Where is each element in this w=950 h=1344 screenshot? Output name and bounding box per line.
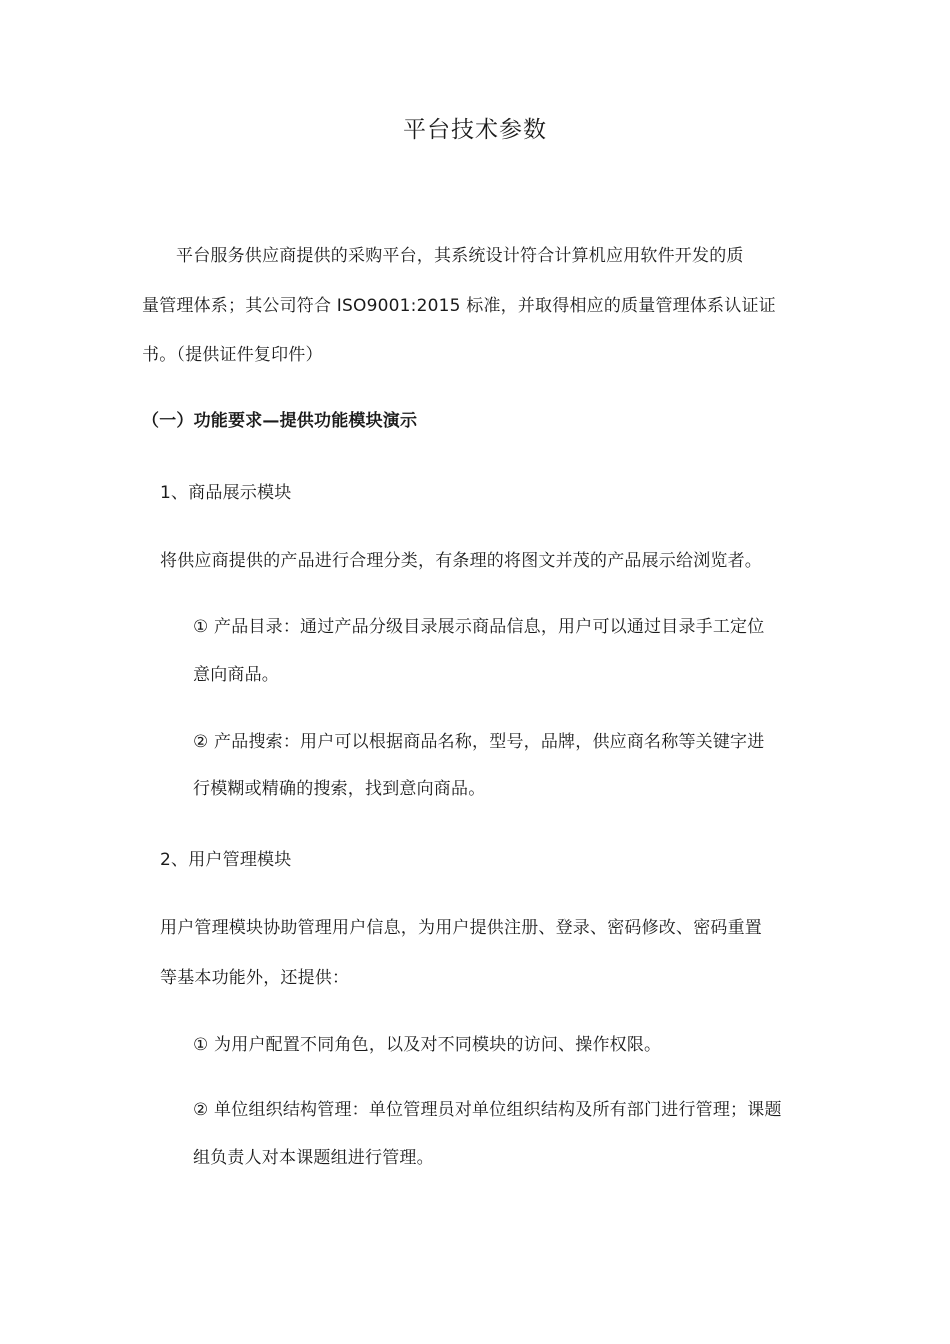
section-heading: （一）功能要求—提供功能模块演示	[142, 411, 418, 431]
module1-item2-line-1: ② 产品搜索：用户可以根据商品名称，型号，品牌，供应商名称等关键字进	[193, 732, 765, 752]
module2-desc-line-2: 等基本功能外，还提供：	[160, 968, 350, 988]
module2-item2-line-2: 组负责人对本课题组进行管理。	[193, 1148, 434, 1168]
module1-item1-line-1: ① 产品目录：通过产品分级目录展示商品信息，用户可以通过目录手工定位	[193, 617, 765, 637]
module2-item1-line-1: ① 为用户配置不同角色，以及对不同模块的访问、操作权限。	[193, 1035, 662, 1055]
module1-item2-line-2: 行模糊或精确的搜索，找到意向商品。	[193, 779, 486, 799]
module2-heading: 2、用户管理模块	[160, 850, 292, 870]
intro-line-2: 量管理体系；其公司符合 ISO9001:2015 标准，并取得相应的质量管理体系认证证	[142, 296, 776, 316]
module2-item2-line-1: ② 单位组织结构管理：单位管理员对单位组织结构及所有部门进行管理；课题	[193, 1100, 782, 1120]
intro-line-1: 平台服务供应商提供的采购平台，其系统设计符合计算机应用软件开发的质	[176, 246, 744, 266]
module2-desc-line-1: 用户管理模块协助管理用户信息，为用户提供注册、登录、密码修改、密码重置	[160, 918, 762, 938]
intro-line-3: 书。（提供证件复印件）	[142, 345, 323, 365]
document-title: 平台技术参数	[403, 117, 547, 143]
module1-item1-line-2: 意向商品。	[193, 665, 279, 685]
module1-heading: 1、商品展示模块	[160, 483, 292, 503]
module1-description: 将供应商提供的产品进行合理分类，有条理的将图文并茂的产品展示给浏览者。	[160, 551, 762, 571]
